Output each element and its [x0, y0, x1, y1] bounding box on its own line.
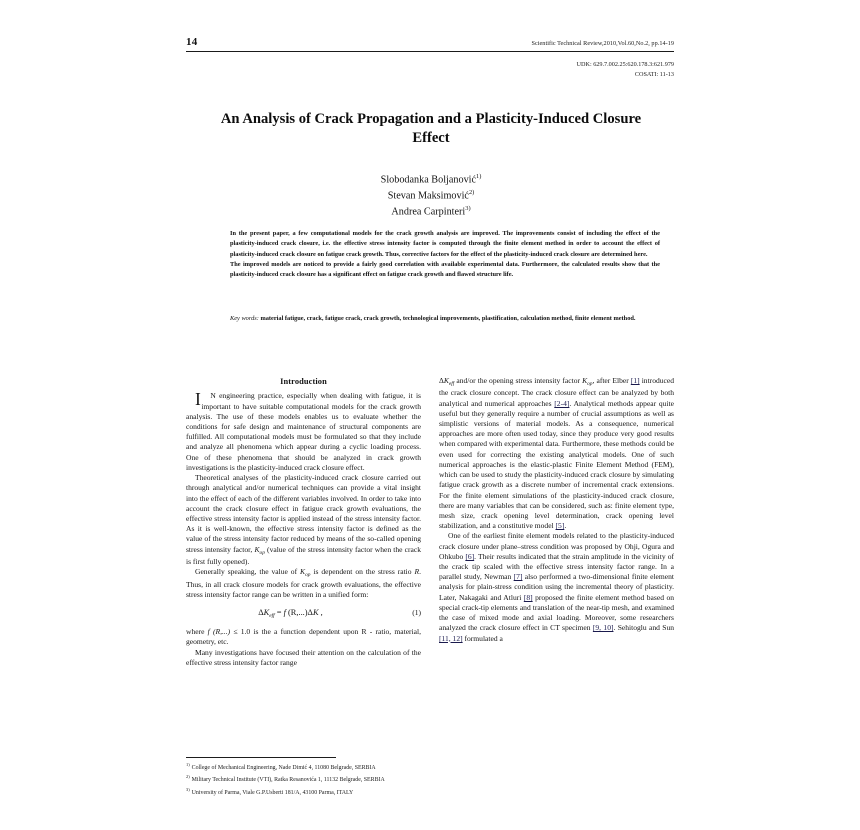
- body-text: proposed the finite element method based on special crack-tip elements and translation of the near-tip mesh, and examined the case of mixed mode and axial loading. Moreover, some researchers analyzed the crack closure effect in CT specimen: [439, 592, 674, 633]
- math-symbol-k: K: [263, 607, 270, 617]
- keywords-label: Key words:: [230, 315, 259, 322]
- body-text: introduced the crack closure concept. The crack closure effect can be analyzed by both analytical and numerical approaches: [439, 376, 674, 408]
- body-text: and/or the opening stress intensity factor: [454, 376, 583, 385]
- footnote-item: [186, 786, 656, 798]
- footnote-block: [186, 761, 656, 798]
- body-paragraph: [186, 391, 421, 473]
- body-text: is the a function dependent upon R - ratio, material, geometry, etc.: [186, 627, 422, 647]
- footnote-marker: 1): [186, 762, 190, 767]
- body-columns: [186, 376, 674, 748]
- classification-block: [577, 60, 674, 80]
- body-text: also performed a two-dimensional finite element analysis for plain-stress condition using the incremental theory of plasticity. Later, Nakagaki and Atluri: [439, 572, 675, 602]
- body-paragraph: Many investigations have focused their attention on the calculation of the effective stress intensity factor range: [186, 647, 421, 667]
- udk-code: UDK: 629.7.002.25:620.178.3:621.979: [576, 61, 674, 68]
- body-text: formulated a: [462, 633, 503, 643]
- author-name: Slobodanka Boljanović: [380, 174, 477, 186]
- left-column: [186, 376, 421, 748]
- math-symbol-k: K: [582, 376, 588, 385]
- body-paragraph: [439, 531, 674, 643]
- math-subscript-op: op: [305, 572, 311, 579]
- body-text: where: [186, 627, 208, 637]
- author-name: Stevan Maksimović: [387, 190, 469, 202]
- footnote-text: Military Technical Institute (VTI), Ratka Resanovića 1, 11132 Belgrade, SERBIA: [191, 777, 385, 784]
- body-paragraph: [186, 627, 421, 647]
- footnote-marker: 2): [186, 774, 190, 780]
- page-number: 14: [186, 36, 198, 48]
- citation-link-1[interactable]: [1]: [630, 376, 640, 385]
- author-name: Andrea Carpinteri: [391, 206, 466, 218]
- keywords-block: [230, 314, 660, 324]
- section-heading-introduction: Introduction: [280, 377, 327, 386]
- paper-sheet: [130, 0, 730, 830]
- math-symbol-f: f: [283, 607, 286, 617]
- math-symbol-k: K: [443, 376, 449, 385]
- math-subscript-op: op: [259, 549, 265, 556]
- equation-body: [186, 607, 395, 620]
- math-subscript-op: op: [587, 381, 593, 387]
- citation-link-7[interactable]: [7]: [513, 572, 523, 582]
- body-text: . Sehitoglu and Sun: [613, 623, 674, 633]
- author-entry: [216, 204, 646, 220]
- equals-sign: =: [274, 607, 284, 617]
- body-paragraph: [439, 376, 674, 531]
- math-symbol-kop: K: [300, 567, 306, 577]
- body-text: Theoretical analyses of the plasticity-induced crack closure carried out through analytical and/or numerical techniques can provide a vital insight into the effect of each of the different variables involved. In order to take into account the crack closure effect in fatigue crack growth evaluations, the effective stress intensity factor is applied instead of the stress intensity factor. As it is well-known, the effective stress intensity factor is defined as the value of the stress intensity factor reduced by means of the so-called opening stress intensity factor,: [186, 473, 421, 554]
- equation-1: [186, 607, 421, 620]
- body-paragraph: [186, 473, 421, 567]
- math-symbol-k: K: [312, 607, 319, 617]
- citation-link-9-10[interactable]: [9, 10]: [592, 623, 614, 633]
- cosati-code: COSATI: 11-13: [634, 71, 674, 79]
- running-head: [186, 36, 674, 48]
- body-text: . Analytical methods appear quite useful but they generally require a number of crucial assumptions as well as simplistic versions of material models. As a consequence, numerical approaches are more often used today, since they produce very good results when compared with experimental data. Furthermore, these methods could be even used for correcting the existing analytical models. One of such numerical approaches is the elastic-plastic Finite Element Method (FEM), which can be used to study the plasticity-induced crack closure by simulating fatigue crack growth as a discrete number of incremental crack extensions. For the finite element simulations of the plasticity-induced crack closure, there are many variables that can be considered, such as: finite element type, mesh size, crack opening level determination, crack opening level stabilization, and a constitutive model: [439, 398, 674, 531]
- equation-number: (1): [412, 607, 421, 617]
- abstract-paragraph: The improved models are noticed to provide a fairly good correlation with available experimental data. Furthermore, the calculated results show that the plasticity-induced crack closure has a significant effect on fatigue crack growth and flawed structure life.: [230, 260, 660, 279]
- body-paragraph: [186, 567, 421, 600]
- footnote-rule: [186, 757, 336, 758]
- author-entry: [216, 172, 646, 188]
- body-text: One of the earliest finite element models related to the plasticity-induced crack closure under plane–stress condition was proposed by Ohji, Ogura and Ohkubo: [439, 531, 674, 561]
- delta-glyph: Δ: [439, 376, 444, 385]
- paper-title: An Analysis of Crack Propagation and a Plasticity-Induced Closure Effect: [220, 111, 642, 147]
- body-text: . Their results indicated that the strain amplitude in the vicinity of the crack tip scaled with the effective stress intensity factor range. In a parallel study, Newman: [439, 551, 674, 582]
- abstract-paragraph: In the present paper, a few computational models for the crack growth analysis are improved. The improvements consist of including the effect of the plasticity-induced crack closure, i.e. the effective stress intensity factor is computed through the finite element method in order to account the effect of plasticity-induced crack closure on fatigue crack growth. Thus, corrective factors for the effect of the plasticity-induced crack closure are determined here.: [230, 230, 660, 258]
- math-relation: ≤ 1.0: [230, 627, 254, 637]
- keywords-list: material fatigue, crack, fatigue crack, crack growth, technological improvements, plastification, calculation method, finite element method.: [260, 315, 636, 322]
- citation-link-2-4[interactable]: [2-4]: [554, 398, 570, 408]
- footnote-item: [186, 773, 656, 785]
- citation-link-6[interactable]: [6]: [465, 551, 475, 561]
- footnote-marker: 3): [186, 786, 190, 792]
- author-affiliation-marker: 1): [476, 173, 482, 180]
- body-text: is dependent on the stress ratio: [310, 567, 415, 577]
- math-subscript-eff: eff: [269, 612, 275, 619]
- journal-reference: Scientific Technical Review,2010,Vol.60,No.2, pp.14-19: [531, 40, 674, 47]
- abstract: [230, 229, 660, 280]
- math-comma: ,: [318, 607, 323, 617]
- body-text: .: [564, 521, 567, 531]
- body-text: Generally speaking, the value of: [195, 567, 301, 577]
- footnote-text: College of Mechanical Engineering, Nade Dimić 4, 11080 Belgrade, SERBIA: [191, 764, 376, 771]
- math-symbol-r: R: [414, 567, 420, 577]
- math-function-f: f (R,...): [207, 627, 231, 637]
- body-text: , after Elber: [592, 376, 631, 385]
- footnote-item: [186, 761, 656, 773]
- math-args: (R,...): [285, 607, 308, 617]
- footnote-text: University of Parma, Viale G.P.Usberti 181/A, 43100 Parma, ITALY: [191, 789, 354, 796]
- body-text: . Thus, in all crack closure models for crack growth evaluations, the effective stress intensity factor range can be written in a unified form:: [186, 567, 421, 599]
- author-affiliation-marker: 3): [465, 204, 471, 212]
- author-list: [216, 172, 646, 220]
- math-symbol-kop: K: [254, 544, 260, 554]
- body-text: (value of the stress intensity factor when the crack is first fully opened).: [186, 544, 422, 566]
- header-rule: [186, 51, 674, 52]
- right-column: [439, 376, 674, 748]
- delta-glyph: Δ: [307, 607, 313, 617]
- citation-link-11-12[interactable]: [11, 12]: [439, 633, 463, 643]
- drop-cap: I: [195, 389, 201, 410]
- author-affiliation-marker: 2): [468, 188, 475, 196]
- citation-link-8[interactable]: [8]: [523, 592, 533, 602]
- citation-link-5[interactable]: [5]: [555, 521, 565, 531]
- author-entry: [216, 188, 646, 204]
- math-subscript-eff: eff: [448, 381, 455, 387]
- body-text: N engineering practice, especially when dealing with fatigue, it is important to have suitable computational models for the crack growth analysis. The use of these models enables us to evaluate whether the conditions for safe design and maintenance of structural components are fulfilled. All computational models must be formulated so that they include and analyze all phenomena which appear during a cyclic loading process. One of these phenomena that should be analyzed in crack growth investigations is the plasticity-induced crack closure effect.: [186, 391, 421, 472]
- delta-glyph: Δ: [258, 607, 264, 617]
